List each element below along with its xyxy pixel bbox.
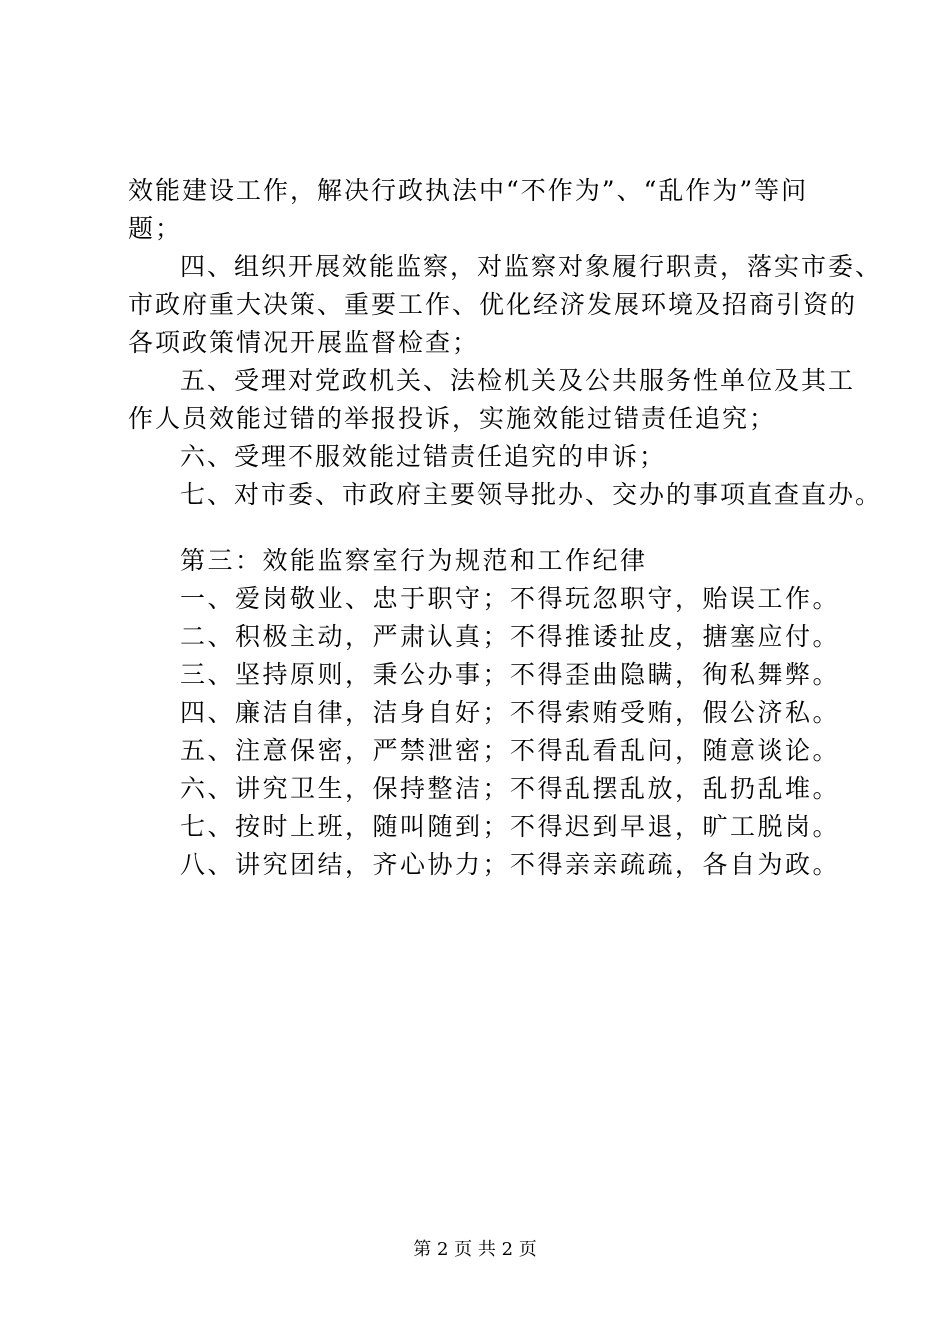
section3: [128, 542, 841, 884]
document-body: [128, 172, 883, 884]
rule-item: 四、廉洁自律，洁身自好；不得索贿受贿，假公济私。: [180, 698, 841, 727]
rule-item: 一、爱岗敬业、忠于职守；不得玩忽职守，贻误工作。: [180, 584, 841, 613]
rule-item: 五、注意保密，严禁泄密；不得乱看乱问，随意谈论。: [180, 736, 841, 765]
paragraph-item4-line: 各项政策情况开展监督检查；: [128, 328, 480, 357]
rule-item: 七、按时上班，随叫随到；不得迟到早退，旷工脱岗。: [180, 812, 841, 841]
rule-item: 三、坚持原则，秉公办事；不得歪曲隐瞒，徇私舞弊。: [180, 660, 841, 689]
paragraph-item4-line: 四、组织开展效能监察，对监察对象履行职责，落实市委、: [180, 252, 883, 281]
paragraph-item5-line: 五、受理对党政机关、法检机关及公共服务性单位及其工: [180, 366, 856, 395]
section3-title: 第三：效能监察室行为规范和工作纪律: [180, 546, 648, 575]
paragraph-item7: 七、对市委、市政府主要领导批办、交办的事项直查直办。: [180, 480, 883, 509]
rule-item: 六、讲究卫生，保持整洁；不得乱摆乱放，乱扔乱堆。: [180, 774, 841, 803]
rule-item: 二、积极主动，严肃认真；不得推诿扯皮，搪塞应付。: [180, 622, 841, 651]
paragraph-item5-line: 作人员效能过错的举报投诉，实施效能过错责任追究；: [128, 404, 777, 433]
paragraph-intro-line: 题；: [128, 214, 183, 243]
page-footer: 第 2 页 共 2 页: [413, 1239, 537, 1260]
paragraph-item4-line: 市政府重大决策、重要工作、优化经济发展环境及招商引资的: [128, 290, 858, 319]
section-spacer: [128, 514, 838, 542]
paragraph-item6: 六、受理不服效能过错责任追究的申诉；: [180, 442, 667, 471]
paragraph-intro-line: 效能建设工作，解决行政执法中“不作为”、“乱作为”等问: [128, 176, 809, 205]
rule-item: 八、讲究团结，齐心协力；不得亲亲疏疏，各自为政。: [180, 850, 841, 879]
